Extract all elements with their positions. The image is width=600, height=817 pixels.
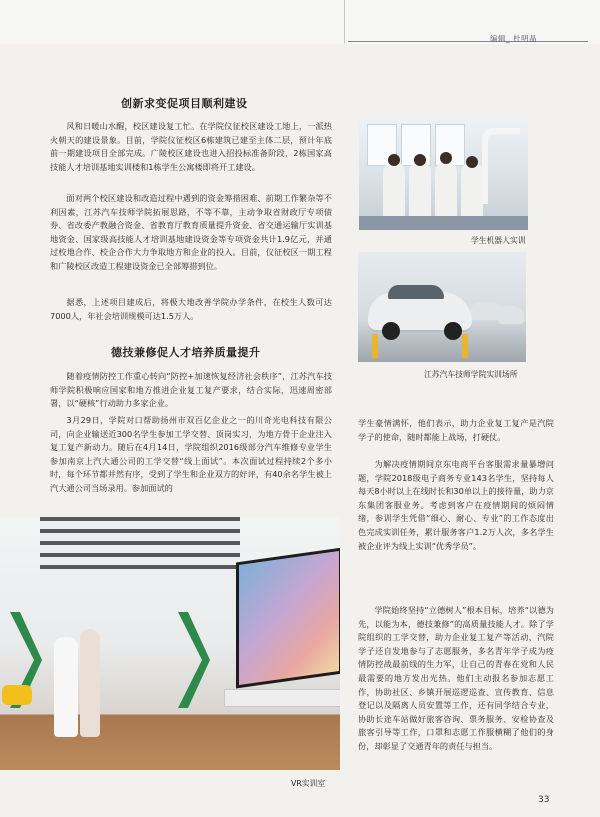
robot-training-photo <box>359 118 528 230</box>
car-photo-caption: 江苏汽车技师学院实训场所 <box>424 370 518 379</box>
paragraph: 学院始终坚持“立德树人”根本目标，培养“以德为先，以能为本，德技兼修”的高质量技能人才。除了学院组织的工学交替，助力企业复工复产等活动，汽院学子还自发地参与了志愿服务，多名青年学子成为疫情防控战最前线的生力军，让自己的青春在党和人民最需要的地方发出光热。他们主动报名参加志愿工作，协助社区、乡镇开展巡逻巡查、宣传教育、信息登记以及隔离人员安置等工作，还有同学结合专业，协助长途车站做好旅客咨询、票务服务、安检协查及旅客引导等工作，口罩和志愿工作服横糊了他们的身份，却彰显了交通青年的责任与担当。 <box>358 605 554 751</box>
car-training-photo <box>358 252 526 362</box>
page-number: 33 <box>538 795 550 805</box>
page-fold <box>344 0 345 44</box>
paragraph: 随着疫情防控工作重心转向“防控+加速恢复经济社会秩序”，江苏汽车技师学院积极响应国家和地方推进企业复工复产要求，结合实际，迅速周密部署，以“硬核”行动助力多家企业。 <box>50 371 332 409</box>
header-rule <box>348 41 588 42</box>
paragraph: 学生豪情满怀，他们表示，助力企业复工复产是汽院学子的使命，随时都能上战场，打硬仗。 <box>358 418 554 442</box>
section-heading-construction: 创新求变促项目顺利建设 <box>121 97 248 110</box>
vr-room-photo <box>0 517 340 770</box>
paragraph: 据悉，上述项目建成后，将极大地改善学院办学条件，在校生人数可达7000人，年社会培训规模可达1.5万人。 <box>50 297 332 321</box>
paragraph: 风和日暖山水醒，校区建设复工忙。在学院仪征校区建设工地上，一派热火朝天的建设景象。目前，学院仪征校区6栋建筑已建至主体二层，预计年底前一期建设项目全部完成。广陵校区建设也进入招投标准备阶段，2栋国家高技能人才培训基地实训楼和1栋学生公寓楼即将开工建设。 <box>50 121 332 172</box>
editor-label: 编辑_ 杜明晶 <box>490 34 538 43</box>
robot-photo-caption: 学生机器人实训 <box>471 236 526 245</box>
vr-photo-caption: VR实训室 <box>291 779 326 788</box>
section-heading-training: 德技兼修促人才培养质量提升 <box>111 346 261 359</box>
paragraph: 面对两个校区建设和改造过程中遇到的资金筹措困难、前期工作繁杂等不利因素，江苏汽车技师学院拓展思路，不等不靠，主动争取省财政厅专项债券、省改委产教融合资金、省教育厅教育质量提升资金、省交通运输厅实训基地资金、国家级高技能人才培训基地建设资金等专项资金共计1.9亿元，并通过校地合作、校企合作大力争取地方和企业的投入。目前，仪征校区一期工程和广陵校区改造工程建设资金已全部筹措到位。 <box>50 193 332 271</box>
paragraph: 为解决疫情期间京东电商平台客服需求量暴增问题，学院2018级电子商务专业143名学生，坚持每人每天8小时以上在线时长和30单以上的接待量，助力京东集团客服业务。考虑到客户在疫情期间的烦闷情绪，参训学生凭借“细心、耐心、专业”的工作态度出色完成实训任务，累计服务客户1.2万人次，多名学生被企业评为线上实训“优秀学员”。 <box>358 459 554 551</box>
paragraph: 3月29日，学院对口帮助扬州市双百亿企业之一的川奇光电科技有限公司，向企业输送近300名学生参加工学交替、顶岗实习，为地方骨干企业注入复工复产新动力。随后在4月14日，学院组织2016级部分汽车维修专业学生参加南京上汽大通公司的工学交替“线上面试”。本次面试过程持续2个多小时，每个环节都井然有序，受到了学生和企业双方的好评，有40余名学生被上汽大通公司当场录用。参加面试的 <box>50 415 332 493</box>
